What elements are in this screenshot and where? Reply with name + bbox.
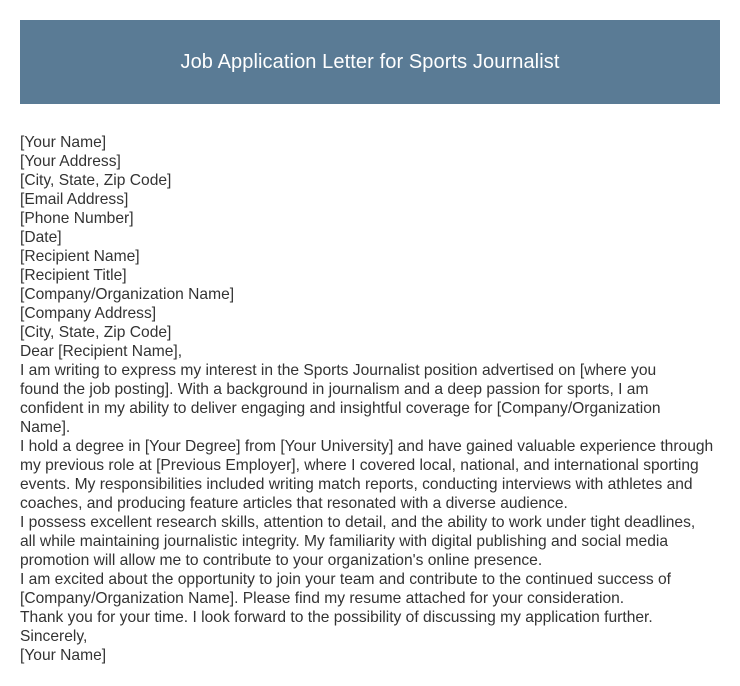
page-title: Job Application Letter for Sports Journalist [180, 50, 560, 73]
closing: Sincerely, [20, 628, 88, 645]
paragraph-line: Thank you for your time. I look forward to the possibility of discussing my application further. [20, 609, 653, 626]
sender-address: [Your Address] [20, 153, 121, 170]
paragraph-line: I am excited about the opportunity to join your team and contribute to the continued success of [20, 571, 672, 588]
paragraph-line: found the job posting]. With a background in journalism and a deep passion for sports, I am [20, 381, 649, 398]
letter-body [20, 133, 726, 665]
title-banner [20, 20, 720, 104]
recipient-address: [Company Address] [20, 305, 157, 322]
salutation: Dear [Recipient Name], [20, 343, 183, 360]
paragraph-skills [20, 513, 726, 570]
paragraph-line: I possess excellent research skills, attention to detail, and the ability to work under tight deadlines, [20, 514, 696, 531]
recipient-city-state-zip: [City, State, Zip Code] [20, 324, 172, 341]
sender-city-state-zip: [City, State, Zip Code] [20, 172, 172, 189]
sender-phone: [Phone Number] [20, 210, 134, 227]
recipient-title: [Recipient Title] [20, 267, 127, 284]
paragraph-interest [20, 361, 726, 437]
paragraph-line: coaches, and producing feature articles that resonated with a diverse audience. [20, 495, 568, 512]
paragraph-line: Name]. [20, 419, 71, 436]
signature: [Your Name] [20, 647, 107, 664]
paragraph-line: all while maintaining journalistic integrity. My familiarity with digital publishing and social media [20, 533, 669, 550]
paragraph-line: my previous role at [Previous Employer], where I covered local, national, and international sporting [20, 457, 699, 474]
paragraph-line: events. My responsibilities included writing match reports, conducting interviews with athletes and [20, 476, 693, 493]
recipient-block [20, 247, 726, 342]
paragraph-line: promotion will allow me to contribute to your organization's online presence. [20, 552, 543, 569]
paragraph-experience [20, 437, 726, 513]
paragraph-thanks [20, 608, 726, 627]
paragraph-line: confident in my ability to deliver engaging and insightful coverage for [Company/Organization [20, 400, 661, 417]
recipient-name: [Recipient Name] [20, 248, 140, 265]
letter-date: [Date] [20, 229, 62, 246]
sender-block [20, 133, 726, 247]
paragraph-excitement [20, 570, 726, 608]
sender-email: [Email Address] [20, 191, 129, 208]
paragraph-line: [Company/Organization Name]. Please find my resume attached for your consideration. [20, 590, 625, 607]
sender-name: [Your Name] [20, 134, 107, 151]
paragraph-line: I hold a degree in [Your Degree] from [Your University] and have gained valuable experience through [20, 438, 714, 455]
paragraph-line: I am writing to express my interest in the Sports Journalist position advertised on [where you [20, 362, 657, 379]
recipient-company: [Company/Organization Name] [20, 286, 235, 303]
